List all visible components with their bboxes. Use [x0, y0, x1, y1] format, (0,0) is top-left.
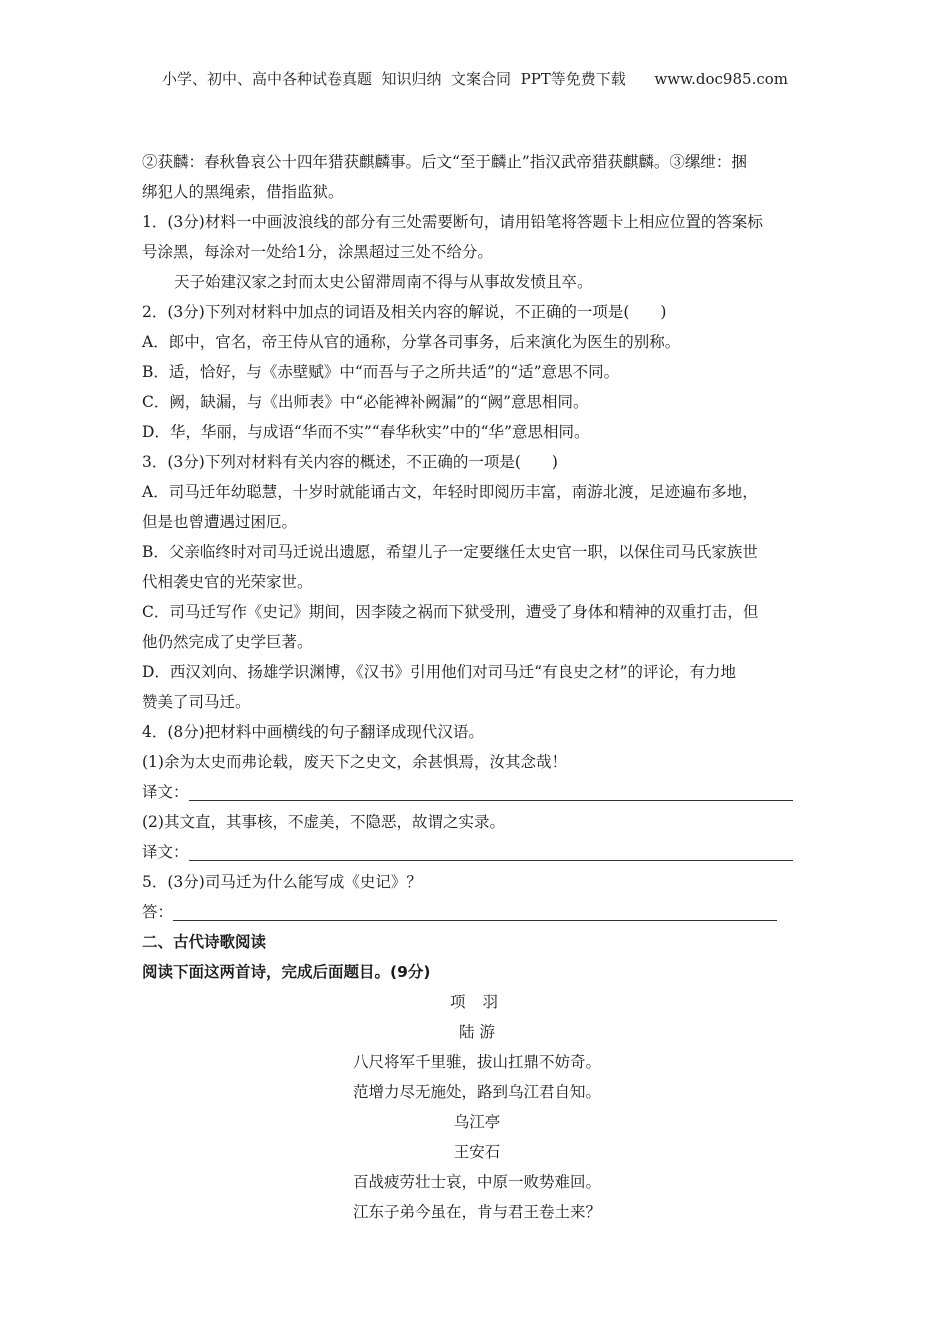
q3-option-d-1: D．西汉刘向、扬雄学识渊博，《汉书》引用他们对司马迁“有良史之材”的评论，有力地	[142, 663, 737, 681]
poem-2-title: 乌江亭	[453, 1113, 501, 1131]
q4-answer-1-label: 译文：	[142, 783, 189, 801]
q3-stem: 3．(3分)下列对材料有关内容的概述，不正确的一项是( )	[142, 453, 558, 471]
q4-stem: 4．(8分)把材料中画横线的句子翻译成现代汉语。	[142, 723, 484, 741]
section-2-instruction: 阅读下面这两首诗，完成后面题目。(9分)	[142, 963, 431, 981]
document-body	[142, 147, 812, 1227]
q3-option-d-2: 赞美了司马迁。	[142, 693, 251, 711]
page-header: 小学、初中、高中各种试卷真题 知识归纳 文案合同 PPT等免费下载 www.doc985.com	[161, 70, 788, 88]
q2-option-a: A．郎中，官名，帝王侍从官的通称，分掌各司事务，后来演化为医生的别称。	[142, 333, 681, 351]
q5-answer	[142, 897, 812, 927]
poem-1-title: 项 羽	[450, 993, 504, 1011]
section-2-heading: 二、古代诗歌阅读	[142, 933, 267, 951]
q1-line-1: 1．(3分)材料一中画波浪线的部分有三处需要断句，请用铅笔将答题卡上相应位置的答案标	[142, 213, 763, 231]
q3-option-a-1: A．司马迁年幼聪慧，十岁时就能诵古文，年轻时即阅历丰富，南游北渡，足迹遍布多地，	[142, 483, 758, 501]
q4-answer-2-label: 译文：	[142, 843, 189, 861]
q3-option-c-1: C．司马迁写作《史记》期间，因李陵之祸而下狱受刑，遭受了身体和精神的双重打击，但	[142, 603, 759, 621]
q4-answer-2-line[interactable]	[189, 840, 793, 861]
q4-answer-1-line[interactable]	[189, 780, 793, 801]
poem-1-line-2: 范增力尽无施处，路到乌江君自知。	[352, 1083, 601, 1101]
q2-option-d: D．华，华丽，与成语“华而不实”“春华秋实”中的“华”意思相同。	[142, 423, 590, 441]
q3-option-b-2: 代相袭史官的光荣家世。	[142, 573, 313, 591]
q2-option-c: C．阙，缺漏，与《出师表》中“必能裨补阙漏”的“阙”意思相同。	[142, 393, 589, 411]
poem-1-author: 陆 游	[459, 1023, 495, 1041]
q4-answer-2	[142, 837, 812, 867]
q2-stem: 2．(3分)下列对材料中加点的词语及相关内容的解说，不正确的一项是( )	[142, 303, 667, 321]
q4-sentence-2: (2)其文直，其事核，不虚美，不隐恶，故谓之实录。	[142, 813, 505, 831]
poem-2-author: 王安石	[453, 1143, 501, 1161]
q4-answer-1	[142, 777, 812, 807]
poem-2-line-2: 江东子弟今虽在，肯与君王卷土来？	[352, 1203, 601, 1221]
q1-text: 天子始建汉家之封而太史公留滞周南不得与从事故发愤且卒。	[174, 273, 593, 291]
q4-sentence-1: (1)余为太史而弗论载，废天下之史文，余甚惧焉，汝其念哉！	[142, 753, 567, 771]
notes-line-2: 绑犯人的黑绳索，借指监狱。	[142, 183, 344, 201]
q1-line-2: 号涂黑，每涂对一处给1分，涂黑超过三处不给分。	[142, 243, 493, 261]
poem-1-line-1: 八尺将军千里骓，拔山扛鼎不妨奇。	[352, 1053, 601, 1071]
notes-line-1: ②获麟：春秋鲁哀公十四年猎获麒麟事。后文“至于麟止”指汉武帝猎获麒麟。③缧绁：捆	[142, 153, 747, 171]
q5-stem: 5．(3分)司马迁为什么能写成《史记》？	[142, 873, 422, 891]
q2-option-b: B．适，恰好，与《赤壁赋》中“而吾与子之所共适”的“适”意思不同。	[142, 363, 620, 381]
q3-option-c-2: 他仍然完成了史学巨著。	[142, 633, 313, 651]
poem-2-line-1: 百战疲劳壮士哀，中原一败势难回。	[352, 1173, 601, 1191]
q3-option-a-2: 但是也曾遭遇过困厄。	[142, 513, 298, 531]
q5-answer-label: 答：	[142, 903, 174, 921]
q3-option-b-1: B．父亲临终时对司马迁说出遗愿，希望儿子一定要继任太史官一职，以保住司马氏家族世	[142, 543, 758, 561]
q5-answer-line[interactable]	[173, 900, 777, 921]
